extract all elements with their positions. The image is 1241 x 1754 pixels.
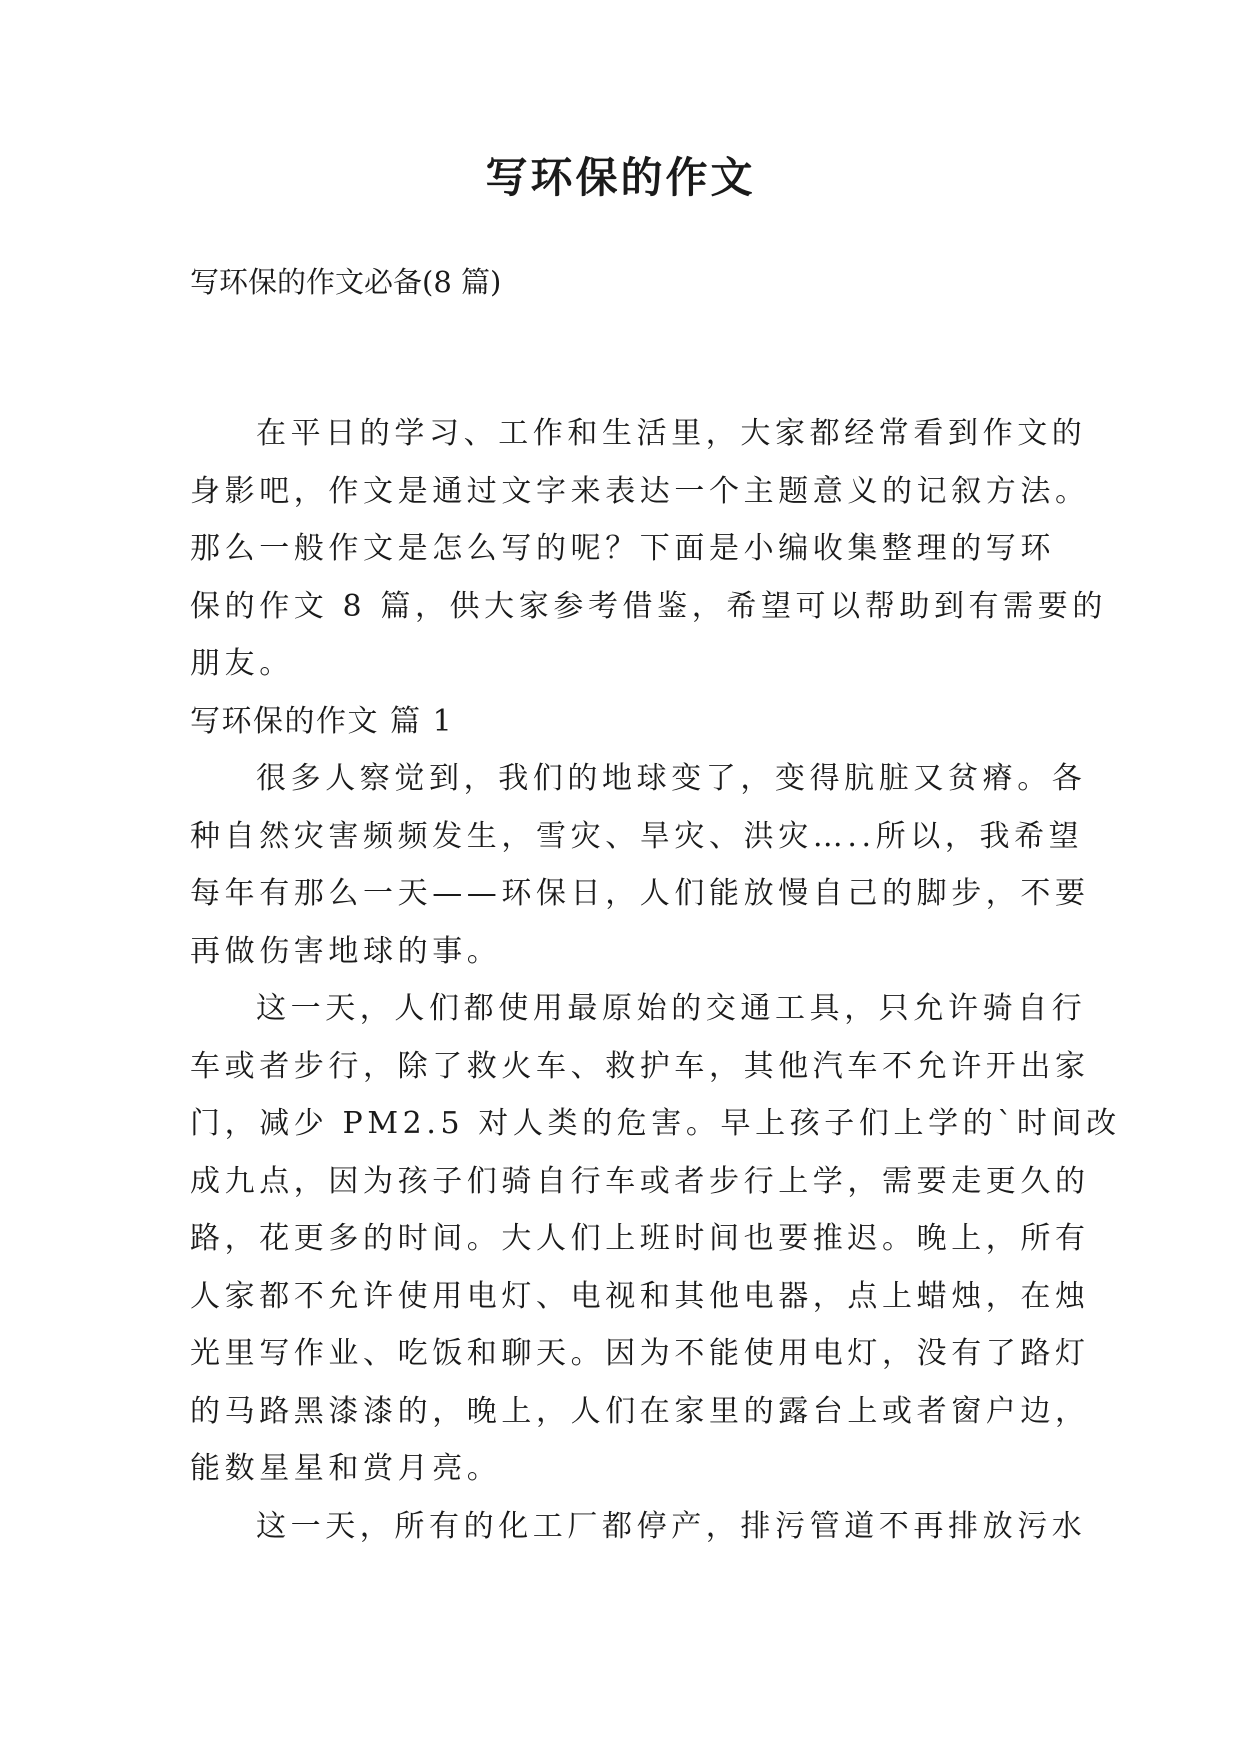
document-title: 写环保的作文 — [485, 153, 756, 202]
paragraph-line: 门，减少 PM2.5 对人类的危害。早上孩子们上学的`时间改 — [190, 1106, 1121, 1141]
document-body — [190, 405, 1121, 1555]
paragraph-line: 朋友。 — [190, 646, 294, 681]
section-heading: 写环保的作文 篇 1 — [190, 703, 454, 739]
paragraph-line: 能数星星和赏月亮。 — [190, 1451, 502, 1486]
paragraph-line: 那么一般作文是怎么写的呢？下面是小编收集整理的写环 — [190, 531, 1055, 566]
paragraph-line: 保的作文 8 篇，供大家参考借鉴，希望可以帮助到有需要的 — [190, 588, 1107, 624]
paragraph-line: 成九点，因为孩子们骑自行车或者步行上学，需要走更久的 — [190, 1163, 1090, 1199]
document-subtitle: 写环保的作文必备(8 篇) — [190, 265, 502, 299]
paragraph-line: 光里写作业、吃饭和聊天。因为不能使用电灯，没有了路灯 — [190, 1336, 1090, 1371]
paragraph-line: 车或者步行，除了救火车、救护车，其他汽车不允许开出家 — [190, 1048, 1090, 1084]
paragraph-line: 这一天，所有的化工厂都停产，排污管道不再排放污水 — [256, 1508, 1087, 1544]
paragraph-line: 再做伤害地球的事。 — [190, 933, 502, 969]
paragraph-line: 身影吧，作文是通过文字来表达一个主题意义的记叙方法。 — [190, 473, 1090, 509]
paragraph-line: 这一天，人们都使用最原始的交通工具，只允许骑自行 — [256, 991, 1087, 1026]
paragraph-line: 的马路黑漆漆的，晚上，人们在家里的露台上或者窗户边， — [190, 1393, 1090, 1429]
paragraph-line: 每年有那么一天——环保日，人们能放慢自己的脚步，不要 — [190, 876, 1090, 911]
paragraph-line: 路，花更多的时间。大人们上班时间也要推迟。晚上，所有 — [190, 1221, 1090, 1256]
paragraph-line: 人家都不允许使用电灯、电视和其他电器，点上蜡烛，在烛 — [190, 1278, 1090, 1314]
paragraph-line: 种自然灾害频频发生，雪灾、旱灾、洪灾…..所以，我希望 — [190, 818, 1084, 854]
paragraph-line: 在平日的学习、工作和生活里，大家都经常看到作文的 — [256, 416, 1087, 451]
paragraph-line: 很多人察觉到，我们的地球变了，变得肮脏又贫瘠。各 — [256, 761, 1087, 796]
